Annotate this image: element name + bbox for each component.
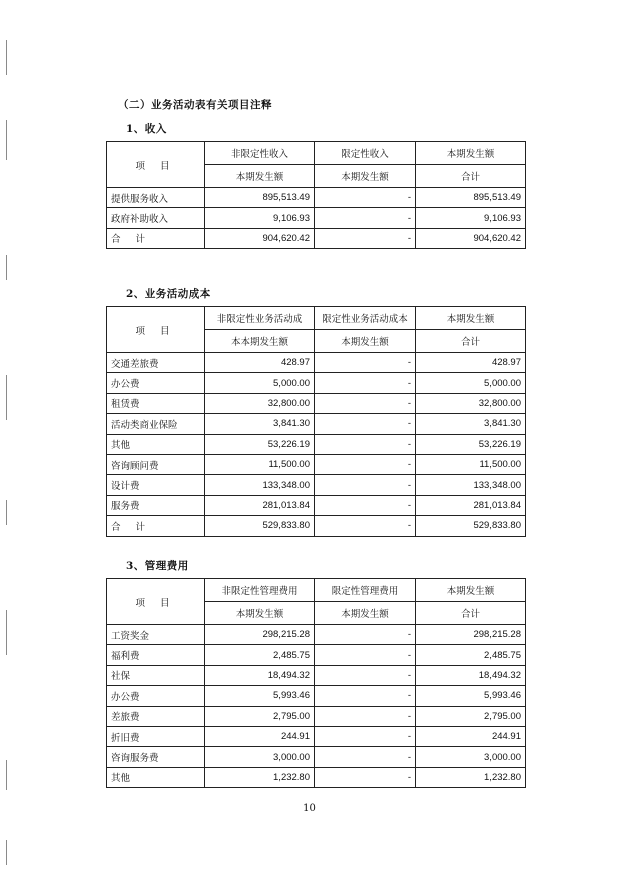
table-row <box>107 414 526 434</box>
restricted-amount: - <box>315 228 416 248</box>
row-label: 其他 <box>107 767 205 787</box>
unrestricted-amount: 133,348.00 <box>205 475 315 495</box>
header-col3-line1: 本期发生额 <box>416 307 526 330</box>
restricted-amount: - <box>315 188 416 208</box>
table-row <box>107 454 526 474</box>
total-amount: 298,215.28 <box>416 625 526 645</box>
total-amount: 529,833.80 <box>416 516 526 536</box>
header-col2-line1: 限定性管理费用 <box>315 579 416 602</box>
header-col2-line2: 本期发生额 <box>315 165 416 188</box>
header-item: 项 目 <box>107 142 205 188</box>
total-amount: 904,620.42 <box>416 228 526 248</box>
restricted-amount: - <box>315 393 416 413</box>
table-row <box>107 434 526 454</box>
total-amount: 3,841.30 <box>416 414 526 434</box>
row-label: 服务费 <box>107 495 205 515</box>
row-label: 福利费 <box>107 645 205 665</box>
total-amount: 5,993.46 <box>416 686 526 706</box>
row-label: 政府补助收入 <box>107 208 205 228</box>
table-row <box>107 495 526 515</box>
unrestricted-amount: 5,993.46 <box>205 686 315 706</box>
total-amount: 428.97 <box>416 353 526 373</box>
table-row <box>107 475 526 495</box>
table-row <box>107 706 526 726</box>
admin-expense-table <box>106 578 526 788</box>
table-row <box>107 188 526 208</box>
restricted-amount: - <box>315 747 416 767</box>
row-label: 提供服务收入 <box>107 188 205 208</box>
unrestricted-amount: 298,215.28 <box>205 625 315 645</box>
header-col2-line2: 本期发生额 <box>315 330 416 353</box>
unrestricted-amount: 428.97 <box>205 353 315 373</box>
unrestricted-amount: 9,106.93 <box>205 208 315 228</box>
header-col3-line1: 本期发生额 <box>416 579 526 602</box>
table-row <box>107 373 526 393</box>
income-table <box>106 141 526 249</box>
restricted-amount: - <box>315 516 416 536</box>
row-label: 活动类商业保险 <box>107 414 205 434</box>
unrestricted-amount: 2,795.00 <box>205 706 315 726</box>
binding-marks <box>6 0 10 872</box>
row-label: 合 计 <box>107 516 205 536</box>
header-item: 项 目 <box>107 307 205 353</box>
table-row <box>107 353 526 373</box>
total-row <box>107 228 526 248</box>
header-col2-line1: 限定性收入 <box>315 142 416 165</box>
total-amount: 9,106.93 <box>416 208 526 228</box>
restricted-amount: - <box>315 495 416 515</box>
row-label: 社保 <box>107 665 205 685</box>
header-col2-line2: 本期发生额 <box>315 602 416 625</box>
unrestricted-amount: 18,494.32 <box>205 665 315 685</box>
restricted-amount: - <box>315 625 416 645</box>
unrestricted-amount: 32,800.00 <box>205 393 315 413</box>
unrestricted-amount: 2,485.75 <box>205 645 315 665</box>
restricted-amount: - <box>315 373 416 393</box>
row-label: 工资奖金 <box>107 625 205 645</box>
header-col1-line2: 本本期发生额 <box>205 330 315 353</box>
table-row <box>107 208 526 228</box>
unrestricted-amount: 281,013.84 <box>205 495 315 515</box>
total-amount: 133,348.00 <box>416 475 526 495</box>
header-col1-line1: 非限定性收入 <box>205 142 315 165</box>
total-row <box>107 516 526 536</box>
row-label: 办公费 <box>107 686 205 706</box>
restricted-amount: - <box>315 686 416 706</box>
unrestricted-amount: 244.91 <box>205 726 315 746</box>
activity-cost-table <box>106 306 526 537</box>
total-amount: 281,013.84 <box>416 495 526 515</box>
unrestricted-amount: 529,833.80 <box>205 516 315 536</box>
table-row <box>107 645 526 665</box>
restricted-amount: - <box>315 454 416 474</box>
header-col2-line1: 限定性业务活动成本 <box>315 307 416 330</box>
table-title-income: 1、收入 <box>126 123 167 135</box>
row-label: 办公费 <box>107 373 205 393</box>
unrestricted-amount: 5,000.00 <box>205 373 315 393</box>
row-label: 咨询服务费 <box>107 747 205 767</box>
header-col1-line1: 非限定性业务活动成 <box>205 307 315 330</box>
total-amount: 18,494.32 <box>416 665 526 685</box>
table-row <box>107 625 526 645</box>
restricted-amount: - <box>315 414 416 434</box>
page-number: 10 <box>303 803 316 814</box>
total-amount: 3,000.00 <box>416 747 526 767</box>
table-row <box>107 726 526 746</box>
restricted-amount: - <box>315 208 416 228</box>
header-col3-line2: 合计 <box>416 165 526 188</box>
table-title-admin-expense: 3、管理费用 <box>126 560 189 572</box>
row-label: 租赁费 <box>107 393 205 413</box>
row-label: 设计费 <box>107 475 205 495</box>
row-label: 差旅费 <box>107 706 205 726</box>
table-row <box>107 393 526 413</box>
header-col1-line2: 本期发生额 <box>205 602 315 625</box>
header-col3-line2: 合计 <box>416 330 526 353</box>
total-amount: 5,000.00 <box>416 373 526 393</box>
total-amount: 1,232.80 <box>416 767 526 787</box>
unrestricted-amount: 1,232.80 <box>205 767 315 787</box>
total-amount: 895,513.49 <box>416 188 526 208</box>
restricted-amount: - <box>315 475 416 495</box>
row-label: 交通差旅费 <box>107 353 205 373</box>
restricted-amount: - <box>315 353 416 373</box>
table-row <box>107 747 526 767</box>
unrestricted-amount: 3,000.00 <box>205 747 315 767</box>
header-col3-line1: 本期发生额 <box>416 142 526 165</box>
restricted-amount: - <box>315 665 416 685</box>
total-amount: 2,485.75 <box>416 645 526 665</box>
table-row <box>107 665 526 685</box>
restricted-amount: - <box>315 767 416 787</box>
row-label: 咨询顾问费 <box>107 454 205 474</box>
header-col1-line2: 本期发生额 <box>205 165 315 188</box>
unrestricted-amount: 904,620.42 <box>205 228 315 248</box>
restricted-amount: - <box>315 726 416 746</box>
total-amount: 2,795.00 <box>416 706 526 726</box>
unrestricted-amount: 895,513.49 <box>205 188 315 208</box>
row-label: 折旧费 <box>107 726 205 746</box>
unrestricted-amount: 53,226.19 <box>205 434 315 454</box>
restricted-amount: - <box>315 434 416 454</box>
row-label: 其他 <box>107 434 205 454</box>
table-row <box>107 767 526 787</box>
total-amount: 11,500.00 <box>416 454 526 474</box>
total-amount: 32,800.00 <box>416 393 526 413</box>
header-col3-line2: 合计 <box>416 602 526 625</box>
unrestricted-amount: 11,500.00 <box>205 454 315 474</box>
restricted-amount: - <box>315 645 416 665</box>
section-heading: （二）业务活动表有关项目注释 <box>118 99 272 111</box>
header-col1-line1: 非限定性管理费用 <box>205 579 315 602</box>
total-amount: 53,226.19 <box>416 434 526 454</box>
total-amount: 244.91 <box>416 726 526 746</box>
header-item: 项 目 <box>107 579 205 625</box>
table-row <box>107 686 526 706</box>
unrestricted-amount: 3,841.30 <box>205 414 315 434</box>
table-title-activity-cost: 2、业务活动成本 <box>126 288 211 300</box>
restricted-amount: - <box>315 706 416 726</box>
row-label: 合 计 <box>107 228 205 248</box>
